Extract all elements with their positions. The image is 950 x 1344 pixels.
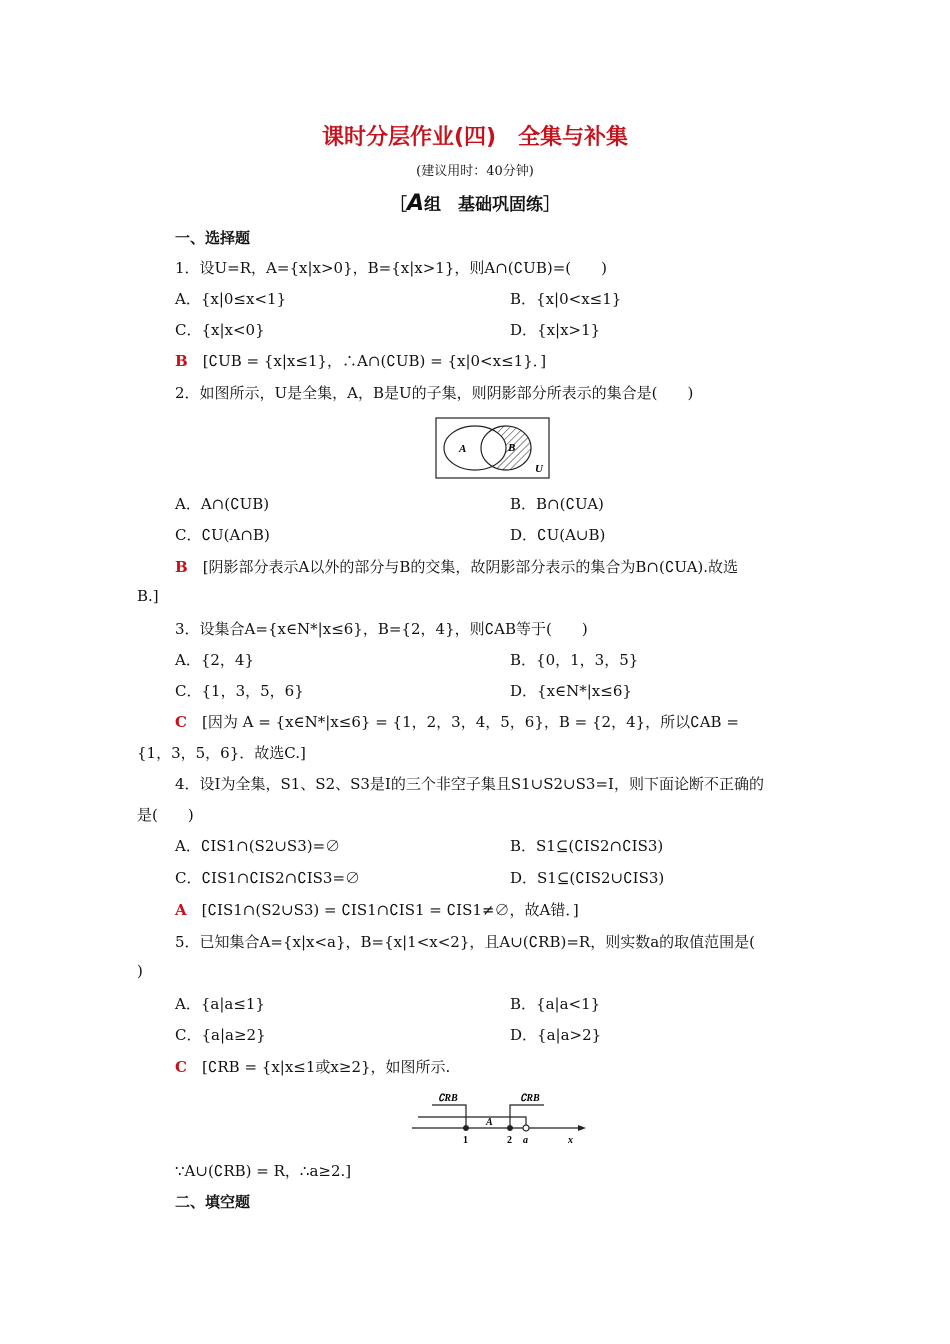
q3-answer-letter: C [175,713,187,731]
q3-option-b: B．{0，1，3，5} [510,651,639,669]
q5-explanation: [∁RB = {x|x≤1或x≥2}，如图所示. [201,1058,451,1076]
axis-label-x: x [568,1135,573,1146]
group-label: 组 基础巩固练 [424,195,544,215]
q2-explanation-cont: B.] [137,587,159,605]
axis-arrow-icon [578,1125,586,1131]
q2-answer [175,556,738,577]
q4-option-d: D．S1⊆(∁IS2∪∁IS3) [510,869,665,887]
number-line-figure [410,1086,590,1148]
point-a [523,1125,529,1131]
group-heading [0,190,950,216]
q4-option-a: A．∁IS1∩(S2∪S3)=∅ [175,837,341,855]
group-bracket-close: ］ [543,195,561,215]
q3-option-a: A．{2，4} [175,651,255,669]
q4-stem-cont: 是( ) [137,806,194,824]
venn-diagram [435,417,551,479]
q2-stem: 2．如图所示，U是全集，A，B是U的子集，则阴影部分所表示的集合是( ) [175,384,694,402]
q5-option-c: C．{a|a≥2} [175,1026,266,1044]
group-letter: A [406,191,425,216]
q2-option-c: C．∁U(A∩B) [175,526,270,544]
q5-option-d: D．{a|a>2} [510,1026,602,1044]
q1-answer-letter: B [175,352,188,370]
q3-explanation: [因为 A = {x∈N*|x≤6} = {1，2，3，4，5，6}，B = {2，4}，所以∁AB = [201,713,739,731]
q5-option-b: B．{a|a<1} [510,995,601,1013]
point-2 [507,1125,513,1131]
section-choice: 一、选择题 [175,229,251,247]
q4-option-c: C．∁IS1∩∁IS2∩∁IS3=∅ [175,869,361,887]
point-1 [463,1125,469,1131]
q1-stem: 1．设U=R，A={x|x>0}，B={x|x>1}，则A∩(∁UB)=( ) [175,259,607,277]
label-complement-left: ∁RB [438,1093,458,1104]
q2-answer-letter: B [175,558,188,576]
q4-stem: 4．设I为全集，S1、S2、S3是I的三个非空子集且S1∪S2∪S3=I，则下面论断不正确的 [175,775,764,793]
tick-label-a: a [523,1135,528,1146]
q2-explanation: [阴影部分表示A以外的部分与B的交集，故阴影部分表示的集合为B∩(∁UA).故选 [202,558,739,576]
q3-answer [175,711,739,732]
q4-explanation: [∁IS1∩(S2∪S3) = ∁IS1∩∁IS1 = ∁IS1≠∅，故A错．] [201,901,579,919]
q2-option-d: D．∁U(A∪B) [510,526,606,544]
q3-explanation-cont: {1，3，5，6}．故选C.] [137,744,306,762]
q2-option-b: B．B∩(∁UA) [510,495,604,513]
q1-option-d: D．{x|x>1} [510,321,601,339]
q4-answer [175,899,579,920]
q3-option-d: D．{x∈N*|x≤6} [510,682,632,700]
label-complement-right: ∁RB [520,1093,540,1104]
q1-option-a: A．{x|0≤x<1} [175,290,287,308]
label-set-a: A [486,1117,493,1128]
q1-option-b: B．{x|0<x≤1} [510,290,622,308]
venn-label-u: U [535,463,543,475]
tick-label-1: 1 [463,1135,468,1146]
venn-circle-a [444,426,506,470]
venn-label-a: A [459,443,467,455]
page-title: 课时分层作业(四) 全集与补集 [321,125,629,150]
section-fill-blank: 二、填空题 [175,1193,251,1211]
q4-option-b: B．S1⊆(∁IS2∩∁IS3) [510,837,664,855]
q4-answer-letter: A [175,901,187,919]
venn-label-b: B [508,442,516,454]
q5-answer-letter: C [175,1058,187,1076]
q5-answer [175,1056,450,1077]
q5-option-a: A．{a|a≤1} [175,995,265,1013]
q3-stem: 3．设集合A={x∈N*|x≤6}，B={2，4}，则∁AB等于( ) [175,620,588,638]
tick-label-2: 2 [507,1135,512,1146]
q1-option-c: C．{x|x<0} [175,321,265,339]
q5-conclusion: ∵A∪(∁RB) = R，∴a≥2.] [175,1162,352,1180]
q1-explanation: [∁UB = {x|x≤1}，∴A∩(∁UB) = {x|0<x≤1}．] [202,352,547,370]
q5-stem-cont: ) [137,962,143,980]
q1-answer [175,350,546,371]
q3-option-c: C．{1，3，5，6} [175,682,304,700]
group-bracket-open: ［ [389,195,407,215]
q5-stem: 5．已知集合A={x|x<a}，B={x|1<x<2}，且A∪(∁RB)=R，则实数a的取值范围是( [175,933,756,951]
q2-option-a: A．A∩(∁UB) [175,495,270,513]
suggested-time: (建议用时：40分钟) [416,164,534,179]
